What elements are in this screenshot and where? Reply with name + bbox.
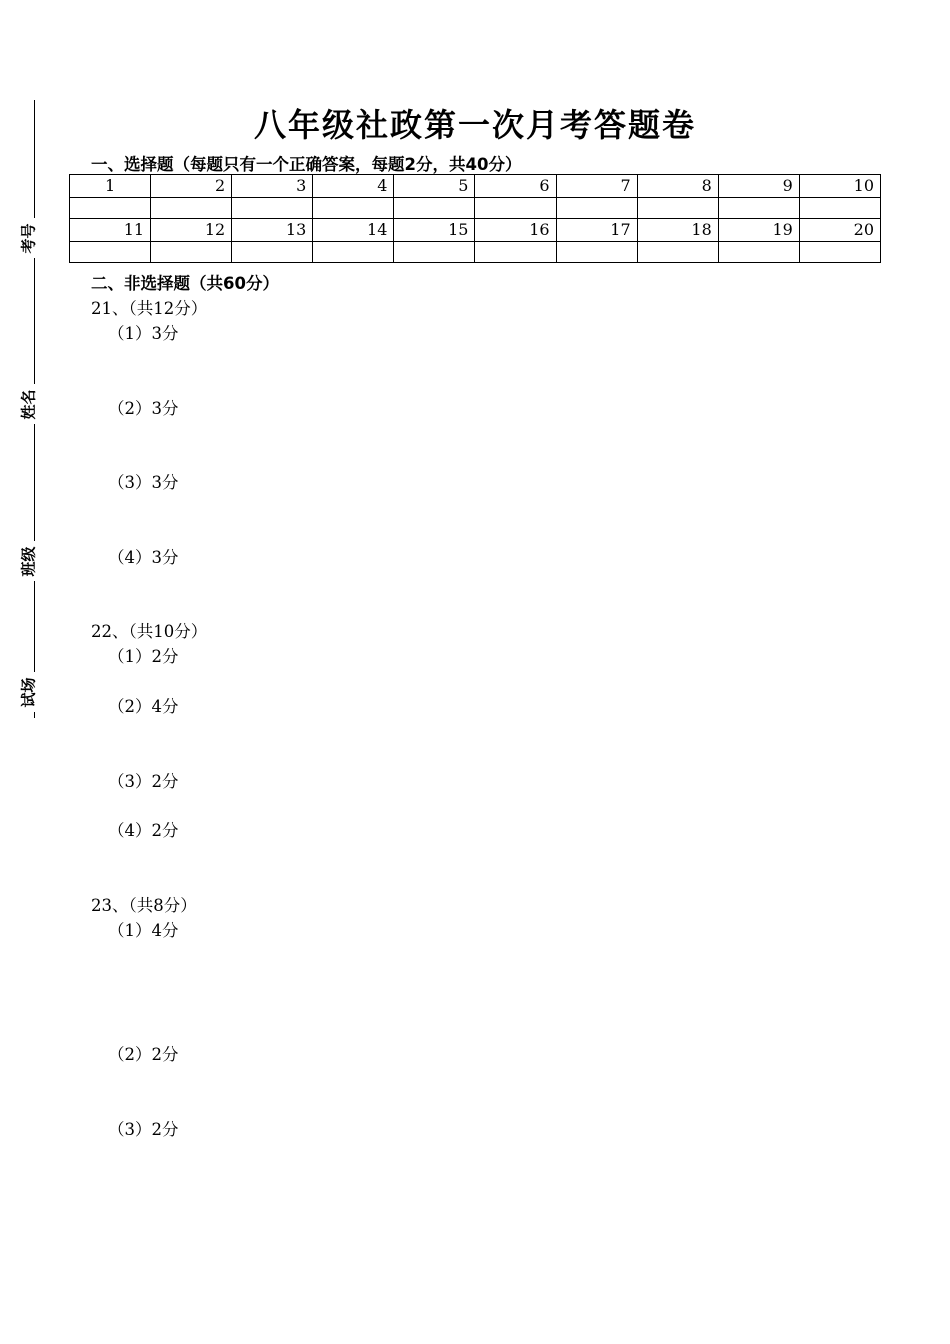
question-number: 12 (151, 219, 232, 242)
name-label: 姓名 (14, 384, 42, 424)
answer-cell[interactable] (394, 242, 475, 263)
question-23-part-2: （2）2分 (108, 1045, 179, 1064)
question-number: 13 (232, 219, 313, 242)
question-21-part-4: （4）3分 (108, 548, 179, 567)
answer-cell[interactable] (556, 242, 637, 263)
answer-cell[interactable] (313, 198, 394, 219)
question-number: 10 (799, 175, 880, 198)
answer-cell[interactable] (313, 242, 394, 263)
page-title: 八年级社政第一次月考答题卷 (253, 106, 696, 144)
question-number: 5 (394, 175, 475, 198)
answer-cell[interactable] (799, 242, 880, 263)
question-number: 14 (313, 219, 394, 242)
answer-cell[interactable] (70, 242, 151, 263)
question-number: 11 (70, 219, 151, 242)
answer-cell[interactable] (151, 242, 232, 263)
question-22-part-3: （3）2分 (108, 772, 179, 791)
answer-cell[interactable] (799, 198, 880, 219)
answer-grid (69, 174, 881, 263)
question-number: 4 (313, 175, 394, 198)
section2-heading: 二、非选择题（共60分） (91, 274, 279, 293)
question-number: 3 (232, 175, 313, 198)
exam-number-label: 考号 (14, 218, 42, 258)
answer-cell[interactable] (637, 198, 718, 219)
answer-cell[interactable] (151, 198, 232, 219)
question-number: 16 (475, 219, 556, 242)
question-23-part-3: （3）2分 (108, 1120, 179, 1139)
answer-cell[interactable] (718, 198, 799, 219)
question-22-label: 22、（共10分） (91, 622, 208, 641)
answer-row-2 (70, 242, 881, 263)
exam-room-label: 试场 (14, 672, 42, 712)
question-number: 18 (637, 219, 718, 242)
number-row-2 (70, 219, 881, 242)
answer-cell[interactable] (718, 242, 799, 263)
answer-row-1 (70, 198, 881, 219)
question-22-part-4: （4）2分 (108, 821, 179, 840)
question-number: 20 (799, 219, 880, 242)
question-23-part-1: （1）4分 (108, 921, 179, 940)
question-number: 7 (556, 175, 637, 198)
answer-cell[interactable] (232, 198, 313, 219)
answer-cell[interactable] (70, 198, 151, 219)
question-21-part-1: （1）3分 (108, 324, 179, 343)
answer-cell[interactable] (637, 242, 718, 263)
class-label: 班级 (14, 541, 42, 581)
question-number: 9 (718, 175, 799, 198)
number-row-1 (70, 175, 881, 198)
answer-cell[interactable] (394, 198, 475, 219)
answer-cell[interactable] (475, 198, 556, 219)
question-23-label: 23、（共8分） (91, 896, 197, 915)
section1-heading: 一、选择题（每题只有一个正确答案，每题2分，共40分） (91, 155, 522, 174)
answer-cell[interactable] (556, 198, 637, 219)
answer-cell[interactable] (475, 242, 556, 263)
question-21-label: 21、（共12分） (91, 299, 208, 318)
question-number: 19 (718, 219, 799, 242)
question-21-part-3: （3）3分 (108, 473, 179, 492)
question-number: 17 (556, 219, 637, 242)
question-number: 8 (637, 175, 718, 198)
question-number: 2 (151, 175, 232, 198)
question-number: 1 (70, 175, 151, 198)
question-number: 15 (394, 219, 475, 242)
question-21-part-2: （2）3分 (108, 399, 179, 418)
answer-cell[interactable] (232, 242, 313, 263)
question-22-part-2: （2）4分 (108, 697, 179, 716)
question-22-part-1: （1）2分 (108, 647, 179, 666)
question-number: 6 (475, 175, 556, 198)
